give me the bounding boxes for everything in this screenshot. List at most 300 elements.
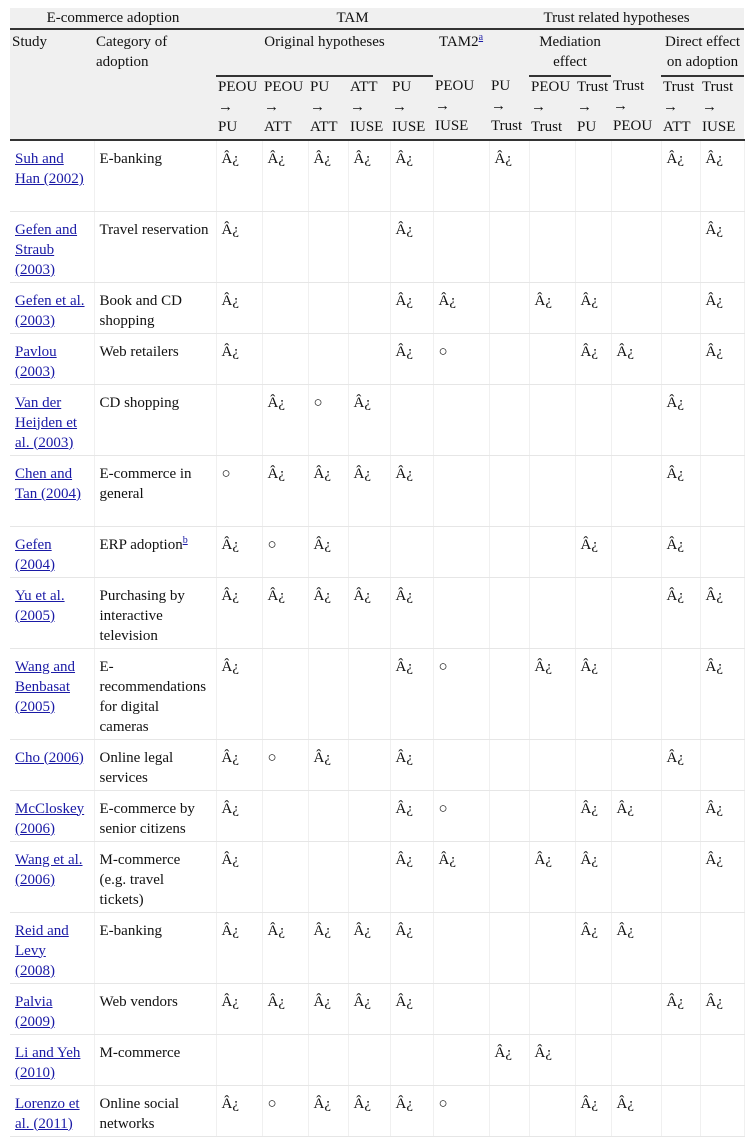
hypothesis-mark-cell: [308, 1034, 348, 1085]
table-row: [10, 912, 744, 983]
hypothesis-mark-cell: Â¿: [390, 790, 433, 841]
column-hypothesis-part: →: [264, 99, 279, 115]
hypothesis-mark-cell: [611, 384, 661, 455]
hypothesis-mark-cell: [575, 1034, 611, 1085]
hypothesis-mark-cell: [529, 912, 575, 983]
hypothesis-mark-cell: Â¿: [611, 790, 661, 841]
category-cell: [94, 841, 216, 912]
hypothesis-mark-cell: Â¿: [308, 455, 348, 526]
hypothesis-mark-cell: ○: [308, 384, 348, 455]
column-hypothesis-10: [611, 76, 661, 140]
study-cell: [10, 648, 94, 739]
hypothesis-mark-cell: [489, 384, 529, 455]
hypothesis-mark-cell: [308, 790, 348, 841]
hypothesis-mark-cell: Â¿: [700, 648, 744, 739]
column-hypothesis-part: →: [310, 99, 325, 115]
table-row: [10, 455, 744, 526]
hypothesis-mark-cell: Â¿: [575, 1085, 611, 1136]
group-tam2: TAM2$^a$: [433, 29, 489, 76]
blank-header-cell: [611, 29, 661, 76]
table-row: [10, 648, 744, 739]
column-hypothesis-part: →: [577, 99, 593, 115]
study-link[interactable]: Suh and Han (2002): [15, 151, 84, 187]
group-original-hypotheses: Original hypotheses: [216, 29, 433, 76]
hypothesis-mark-cell: [433, 211, 489, 282]
column-hypothesis-11: [661, 76, 700, 140]
table-row: [10, 1085, 744, 1136]
hypothesis-mark-cell: [700, 384, 744, 455]
group-mediation-effect: Mediation effect: [529, 29, 611, 76]
hypothesis-mark-cell: Â¿: [390, 983, 433, 1034]
hypothesis-mark-cell: Â¿: [390, 333, 433, 384]
column-hypothesis-part: PU: [491, 78, 511, 94]
hypothesis-mark-cell: [433, 912, 489, 983]
hypothesis-mark-cell: Â¿: [700, 983, 744, 1034]
category-cell: [94, 282, 216, 333]
hypothesis-mark-cell: Â¿: [575, 790, 611, 841]
hypothesis-mark-cell: Â¿: [262, 577, 308, 648]
hypothesis-mark-cell: Â¿: [262, 455, 308, 526]
study-cell: [10, 1034, 94, 1085]
column-hypothesis-part: PEOU: [435, 78, 475, 94]
hypothesis-mark-cell: [262, 841, 308, 912]
hypothesis-mark-cell: [661, 790, 700, 841]
category-text: M-commerce (e.g. travel tickets): [99, 851, 181, 908]
hypothesis-mark-cell: [348, 1034, 390, 1085]
category-text: E-recommendations for digital cameras: [99, 658, 207, 735]
column-hypothesis-7: [489, 76, 529, 140]
table-header: [10, 8, 744, 140]
hypothesis-mark-cell: [348, 282, 390, 333]
study-cell: [10, 912, 94, 983]
hypothesis-mark-cell: Â¿: [216, 1085, 262, 1136]
column-hypothesis-part: PU: [577, 119, 597, 135]
study-link[interactable]: Li and Yeh (2010): [15, 1044, 81, 1081]
hypothesis-mark-cell: [348, 648, 390, 739]
hypothesis-mark-cell: Â¿: [390, 739, 433, 790]
hypothesis-mark-cell: [529, 526, 575, 577]
group-direct-effect: Direct effect on adoption: [661, 29, 744, 76]
hypothesis-mark-cell: [348, 739, 390, 790]
hypothesis-mark-cell: [489, 1085, 529, 1136]
hypothesis-mark-cell: Â¿: [700, 211, 744, 282]
column-hypothesis-part: →: [663, 99, 679, 115]
column-hypothesis-2: [262, 76, 308, 140]
hypothesis-mark-cell: Â¿: [308, 140, 348, 211]
study-link[interactable]: Lorenzo et al. (2011): [15, 1095, 80, 1132]
hypothesis-mark-cell: Â¿: [390, 648, 433, 739]
hypothesis-mark-cell: Â¿: [216, 739, 262, 790]
hypothesis-mark-cell: ○: [262, 1085, 308, 1136]
hypothesis-mark-cell: Â¿: [348, 983, 390, 1034]
category-cell: [94, 140, 216, 211]
hypothesis-mark-cell: [308, 648, 348, 739]
column-hypothesis-part: ATT: [350, 79, 378, 95]
category-cell: [94, 455, 216, 526]
column-hypothesis-part: PEOU: [218, 79, 258, 95]
hypothesis-mark-cell: [611, 526, 661, 577]
column-hypothesis-part: Trust: [491, 118, 523, 134]
hypothesis-mark-cell: [262, 790, 308, 841]
hypothesis-mark-cell: Â¿: [529, 1034, 575, 1085]
hypotheses-table: [10, 8, 745, 1137]
table-row: [10, 739, 744, 790]
hypothesis-mark-cell: [433, 577, 489, 648]
hypothesis-mark-cell: [489, 648, 529, 739]
hypothesis-mark-cell: Â¿: [308, 526, 348, 577]
hypothesis-mark-cell: Â¿: [611, 1085, 661, 1136]
column-hypothesis-part: IUSE: [435, 118, 469, 134]
study-link[interactable]: Pavlou (2003): [15, 343, 57, 380]
hypothesis-mark-cell: Â¿: [661, 739, 700, 790]
hypothesis-mark-cell: Â¿: [529, 648, 575, 739]
hypothesis-mark-cell: [575, 455, 611, 526]
category-text: E-banking: [99, 151, 162, 167]
table-row: [10, 282, 744, 333]
table-row: [10, 384, 744, 455]
category-cell: [94, 1085, 216, 1136]
study-cell: [10, 282, 94, 333]
study-cell: [10, 526, 94, 577]
hypothesis-mark-cell: Â¿: [575, 333, 611, 384]
hypothesis-mark-cell: Â¿: [575, 526, 611, 577]
hypothesis-mark-cell: [489, 577, 529, 648]
hypothesis-mark-cell: [308, 211, 348, 282]
hypothesis-mark-cell: [390, 384, 433, 455]
column-hypothesis-4: [348, 76, 390, 140]
column-hypothesis-3: [308, 76, 348, 140]
hypothesis-mark-cell: ○: [262, 526, 308, 577]
hypothesis-mark-cell: [529, 1085, 575, 1136]
hypothesis-mark-cell: Â¿: [308, 912, 348, 983]
study-link[interactable]: Cho (2006): [15, 749, 84, 766]
column-hypothesis-part: PEOU: [613, 118, 653, 134]
hypothesis-mark-cell: Â¿: [700, 140, 744, 211]
column-hypothesis-part: →: [531, 99, 547, 115]
hypothesis-mark-cell: ○: [433, 790, 489, 841]
hypothesis-mark-cell: [611, 1034, 661, 1085]
column-hypothesis-12: [700, 76, 744, 140]
hypothesis-mark-cell: [216, 1034, 262, 1085]
hypothesis-mark-cell: [529, 211, 575, 282]
study-link[interactable]: Gefen et al. (2003): [15, 292, 85, 329]
hypothesis-mark-cell: [611, 455, 661, 526]
hypothesis-mark-cell: [700, 455, 744, 526]
hypothesis-mark-cell: [611, 648, 661, 739]
hypothesis-mark-cell: Â¿: [661, 577, 700, 648]
table-row: [10, 790, 744, 841]
category-cell: [94, 1034, 216, 1085]
column-hypothesis-part: →: [491, 98, 507, 114]
category-cell: [94, 526, 216, 577]
hypothesis-mark-cell: Â¿: [575, 912, 611, 983]
hypothesis-mark-cell: [611, 983, 661, 1034]
hypothesis-mark-cell: Â¿: [216, 648, 262, 739]
hypothesis-mark-cell: Â¿: [216, 577, 262, 648]
hypothesis-mark-cell: Â¿: [308, 983, 348, 1034]
hypothesis-mark-cell: Â¿: [700, 790, 744, 841]
hypothesis-mark-cell: Â¿: [216, 790, 262, 841]
hypothesis-mark-cell: ○: [216, 455, 262, 526]
column-hypothesis-6: [433, 76, 489, 140]
hypothesis-mark-cell: Â¿: [348, 140, 390, 211]
hypothesis-mark-cell: Â¿: [661, 526, 700, 577]
column-hypothesis-1: [216, 76, 262, 140]
column-hypothesis-part: Trust: [577, 79, 609, 95]
hypothesis-mark-cell: Â¿: [529, 841, 575, 912]
hypothesis-mark-cell: Â¿: [575, 282, 611, 333]
hypothesis-mark-cell: [529, 384, 575, 455]
column-category: Category of adoption: [94, 29, 216, 140]
hypothesis-mark-cell: [489, 983, 529, 1034]
hypothesis-mark-cell: [661, 333, 700, 384]
column-hypothesis-part: →: [435, 98, 450, 114]
hypothesis-mark-cell: Â¿: [575, 841, 611, 912]
study-link[interactable]: Yu et al. (2005): [15, 587, 65, 624]
hypothesis-mark-cell: [611, 841, 661, 912]
hypothesis-mark-cell: Â¿: [348, 577, 390, 648]
hypothesis-mark-cell: Â¿: [700, 282, 744, 333]
category-cell: [94, 384, 216, 455]
hypothesis-mark-cell: [262, 282, 308, 333]
hypothesis-mark-cell: Â¿: [216, 912, 262, 983]
study-cell: [10, 577, 94, 648]
table-row: [10, 577, 744, 648]
table-row: [10, 841, 744, 912]
footnote-a-link[interactable]: a: [478, 32, 484, 43]
hypothesis-mark-cell: Â¿: [575, 648, 611, 739]
hypothesis-mark-cell: [262, 211, 308, 282]
hypothesis-mark-cell: [489, 282, 529, 333]
hypothesis-mark-cell: [489, 526, 529, 577]
column-hypothesis-part: Trust: [663, 79, 695, 95]
hypothesis-mark-cell: [575, 384, 611, 455]
group-tam: TAM: [216, 8, 489, 29]
hypothesis-mark-cell: [348, 333, 390, 384]
hypothesis-mark-cell: [700, 912, 744, 983]
hypothesis-mark-cell: Â¿: [433, 282, 489, 333]
column-hypothesis-part: PU: [218, 119, 238, 135]
hypothesis-mark-cell: Â¿: [308, 739, 348, 790]
category-text: M-commerce: [99, 1044, 181, 1061]
hypothesis-mark-cell: [390, 526, 433, 577]
hypothesis-mark-cell: Â¿: [262, 912, 308, 983]
hypothesis-mark-cell: Â¿: [262, 384, 308, 455]
hypothesis-mark-cell: Â¿: [611, 333, 661, 384]
column-hypothesis-part: ATT: [310, 119, 338, 135]
hypothesis-mark-cell: Â¿: [262, 140, 308, 211]
hypothesis-mark-cell: [262, 1034, 308, 1085]
category-text: Online social networks: [99, 1095, 180, 1132]
hypothesis-mark-cell: Â¿: [489, 1034, 529, 1085]
hypothesis-mark-cell: [489, 841, 529, 912]
column-hypothesis-part: →: [392, 99, 407, 115]
hypothesis-mark-cell: [433, 739, 489, 790]
column-hypothesis-part: →: [702, 99, 718, 115]
hypothesis-mark-cell: [575, 211, 611, 282]
category-text: Web vendors: [99, 993, 178, 1010]
hypothesis-mark-cell: Â¿: [700, 333, 744, 384]
hypothesis-mark-cell: Â¿: [348, 384, 390, 455]
study-link[interactable]: Wang and Benbasat (2005): [15, 658, 76, 715]
hypothesis-mark-cell: [661, 1034, 700, 1085]
hypothesis-mark-cell: ○: [262, 739, 308, 790]
hypothesis-mark-cell: ○: [433, 333, 489, 384]
category-text: CD shopping: [99, 394, 180, 411]
column-hypothesis-8: [529, 76, 575, 140]
hypothesis-mark-cell: Â¿: [529, 282, 575, 333]
hypothesis-mark-cell: [700, 1085, 744, 1136]
study-cell: [10, 140, 94, 211]
column-hypothesis-part: IUSE: [392, 119, 426, 135]
study-link[interactable]: Palvia (2009): [15, 993, 55, 1030]
study-cell: [10, 455, 94, 526]
study-link[interactable]: Gefen (2004): [15, 536, 55, 573]
table-row: [10, 1034, 744, 1085]
hypothesis-mark-cell: [433, 384, 489, 455]
column-hypothesis-part: Trust: [613, 78, 645, 94]
hypothesis-mark-cell: [433, 983, 489, 1034]
hypothesis-mark-cell: [390, 1034, 433, 1085]
hypothesis-mark-cell: [433, 455, 489, 526]
hypothesis-mark-cell: [529, 739, 575, 790]
blank-header-cell: [489, 29, 529, 76]
study-cell: [10, 790, 94, 841]
column-hypothesis-part: →: [218, 99, 233, 115]
hypothesis-mark-cell: [529, 983, 575, 1034]
hypothesis-mark-cell: Â¿: [390, 1085, 433, 1136]
hypothesis-mark-cell: Â¿: [216, 140, 262, 211]
hypothesis-mark-cell: [216, 384, 262, 455]
hypothesis-mark-cell: [575, 983, 611, 1034]
column-study: Study: [10, 29, 94, 140]
category-cell: [94, 211, 216, 282]
hypothesis-mark-cell: Â¿: [216, 211, 262, 282]
study-cell: [10, 333, 94, 384]
category-cell: [94, 912, 216, 983]
hypothesis-mark-cell: [308, 282, 348, 333]
hypothesis-mark-cell: Â¿: [489, 140, 529, 211]
column-hypothesis-part: →: [613, 98, 629, 114]
hypothesis-mark-cell: [308, 333, 348, 384]
hypothesis-mark-cell: [433, 140, 489, 211]
study-cell: [10, 384, 94, 455]
hypothesis-mark-cell: Â¿: [700, 841, 744, 912]
study-link[interactable]: Reid and Levy (2008): [15, 922, 69, 979]
hypothesis-mark-cell: [489, 912, 529, 983]
hypothesis-mark-cell: Â¿: [216, 282, 262, 333]
hypothesis-mark-cell: [529, 790, 575, 841]
hypothesis-mark-cell: Â¿: [390, 912, 433, 983]
category-text: Book and CD shopping: [99, 292, 182, 329]
hypothesis-mark-cell: [489, 790, 529, 841]
hypothesis-mark-cell: [262, 648, 308, 739]
hypothesis-mark-cell: [611, 211, 661, 282]
study-link[interactable]: Van der Heijden et al. (2003): [15, 394, 78, 451]
hypothesis-mark-cell: [575, 577, 611, 648]
hypothesis-mark-cell: [661, 912, 700, 983]
category-text: E-banking: [99, 922, 162, 939]
hypothesis-mark-cell: Â¿: [661, 384, 700, 455]
hypothesis-mark-cell: Â¿: [216, 333, 262, 384]
hypothesis-mark-cell: Â¿: [390, 577, 433, 648]
hypothesis-mark-cell: Â¿: [390, 455, 433, 526]
hypothesis-mark-cell: Â¿: [433, 841, 489, 912]
category-cell: [94, 983, 216, 1034]
table-body: [10, 140, 744, 1136]
category-cell: [94, 577, 216, 648]
hypothesis-mark-cell: [489, 211, 529, 282]
study-cell: [10, 739, 94, 790]
hypothesis-mark-cell: [433, 1034, 489, 1085]
table-row: [10, 140, 744, 211]
category-text: E-commerce in general: [99, 465, 192, 502]
column-hypothesis-part: ATT: [264, 119, 292, 135]
table-row: [10, 211, 744, 282]
hypothesis-mark-cell: ○: [433, 1085, 489, 1136]
hypothesis-mark-cell: [348, 841, 390, 912]
column-hypothesis-part: PU: [310, 79, 330, 95]
hypothesis-mark-cell: [529, 455, 575, 526]
column-hypothesis-5: [390, 76, 433, 140]
study-link[interactable]: Chen and Tan (2004): [15, 465, 82, 502]
footnote-b-link[interactable]: b: [182, 534, 188, 546]
hypothesis-mark-cell: Â¿: [216, 526, 262, 577]
hypothesis-mark-cell: [661, 211, 700, 282]
hypothesis-mark-cell: Â¿: [661, 140, 700, 211]
study-cell: [10, 211, 94, 282]
hypothesis-mark-cell: Â¿: [390, 140, 433, 211]
hypothesis-mark-cell: Â¿: [216, 983, 262, 1034]
column-hypothesis-part: Trust: [531, 119, 563, 135]
category-text: Web retailers: [99, 343, 179, 360]
category-cell: [94, 790, 216, 841]
category-cell: [94, 333, 216, 384]
hypothesis-mark-cell: [611, 282, 661, 333]
column-hypothesis-part: PU: [392, 79, 412, 95]
hypothesis-mark-cell: Â¿: [216, 841, 262, 912]
group-ecommerce-adoption: E-commerce adoption: [10, 8, 216, 29]
study-link[interactable]: Gefen and Straub (2003): [15, 221, 78, 278]
study-link[interactable]: McCloskey (2006): [15, 800, 85, 837]
study-link[interactable]: Wang et al. (2006): [15, 851, 83, 888]
hypothesis-mark-cell: [661, 841, 700, 912]
category-text: ERP adoption: [99, 536, 183, 553]
hypothesis-mark-cell: Â¿: [348, 455, 390, 526]
hypothesis-mark-cell: [611, 140, 661, 211]
category-text: Online legal services: [99, 749, 174, 786]
hypothesis-mark-cell: ○: [433, 648, 489, 739]
hypothesis-mark-cell: [611, 577, 661, 648]
column-hypothesis-part: IUSE: [350, 119, 384, 135]
hypothesis-mark-cell: [529, 140, 575, 211]
hypothesis-mark-cell: Â¿: [700, 577, 744, 648]
category-text: Purchasing by interactive television: [99, 587, 185, 644]
hypothesis-mark-cell: Â¿: [308, 1085, 348, 1136]
column-hypothesis-part: →: [350, 99, 365, 115]
hypothesis-mark-cell: Â¿: [390, 211, 433, 282]
hypothesis-mark-cell: [489, 455, 529, 526]
hypothesis-mark-cell: [489, 333, 529, 384]
column-hypothesis-part: ATT: [663, 119, 691, 135]
hypothesis-mark-cell: [348, 211, 390, 282]
column-hypothesis-part: PEOU: [264, 79, 304, 95]
hypothesis-mark-cell: [575, 140, 611, 211]
hypothesis-mark-cell: [348, 526, 390, 577]
study-cell: [10, 841, 94, 912]
hypothesis-mark-cell: [661, 648, 700, 739]
hypothesis-mark-cell: Â¿: [262, 983, 308, 1034]
